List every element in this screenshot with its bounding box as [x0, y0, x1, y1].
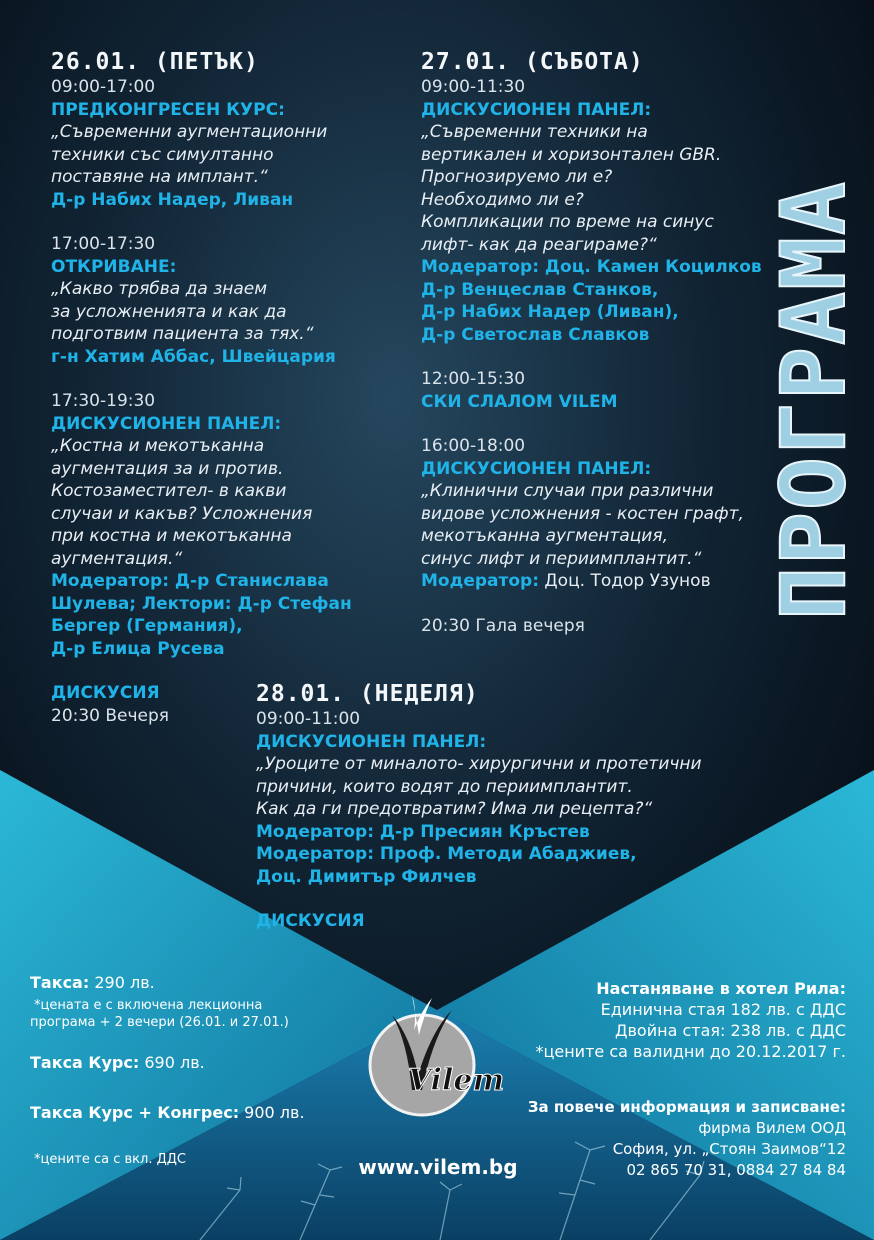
course-fee-value: 690 лв.: [139, 1053, 205, 1072]
day2-s1-line: лифт- как да реагираме?“: [421, 234, 657, 255]
day1-discussion: ДИСКУСИЯ: [51, 683, 160, 703]
day2-s1-speakers: Модератор: Доц. Камен Коцилков: [421, 257, 762, 277]
hotel-heading: Настаняване в хотел Рила:: [596, 979, 846, 998]
day2-s3-line: мекотъканна аугментация,: [421, 526, 668, 546]
day1-s2-speaker: г-н Хатим Аббас, Швейцария: [51, 346, 336, 367]
hotel-double-room: Двойна стая: 238 лв. с ДДС: [615, 1021, 846, 1040]
day2-gala-dinner: 20:30 Гала вечеря: [421, 615, 585, 636]
day3-discussion: ДИСКУСИЯ: [256, 911, 365, 931]
vilem-logo: [362, 990, 522, 1120]
fee-note: програма + 2 вечери (26.01. и 27.01.): [30, 1015, 289, 1030]
day3-s1-line: Как да ги предотвратим? Има ли рецепта?“: [256, 799, 653, 819]
day2-s1-time: 09:00-11:30: [421, 77, 526, 97]
vat-note: *цените са с вкл. ДДС: [34, 1152, 187, 1167]
combo-fee-label: Такса Курс + Конгрес:: [30, 1103, 240, 1122]
day2-s1-line: Необходимо ли е?: [421, 189, 584, 210]
day1-s3-line: случаи и какъв? Усложнения: [51, 503, 313, 524]
day2-s2-time: 12:00-15:30: [421, 369, 526, 389]
day1-s3-speakers: Бергер (Германия),: [51, 616, 243, 636]
contact-block: [500, 1097, 846, 1181]
day1-s3-line: аугментация за и против.: [51, 458, 284, 479]
day1-s3-speakers: Модератор: Д-р Станислава: [51, 571, 329, 591]
day1-s3-line: аугментация.“: [51, 548, 183, 569]
day2-s3-line: видове усложнения - костен графт,: [421, 503, 744, 524]
day1-s1-speaker: Д-р Набих Надер, Ливан: [51, 189, 294, 210]
day1-date: 26.01. (ПЕТЪК): [51, 49, 259, 75]
day1-s3-speakers: Д-р Елица Русева: [51, 638, 225, 659]
contact-company: фирма Вилем ООД: [698, 1119, 846, 1137]
day1-s3-line: Костозаместител- в какви: [51, 481, 287, 501]
combo-fee-value: 900 лв.: [239, 1103, 305, 1122]
day1-s3-speakers: Шулева; Лектори: Д-р Стефан: [51, 593, 352, 614]
day1-s1-line: „Съвременни аугментационни: [51, 122, 328, 142]
fee-value: 290 лв.: [89, 973, 155, 992]
hotel-valid-note: *цените са валидни до 20.12.2017 г.: [535, 1042, 846, 1061]
day1-column: [51, 48, 381, 727]
hotel-block: [500, 978, 846, 1062]
day2-s3-line: синус лифт и периимплантит.“: [421, 548, 702, 569]
day2-s1-line: Прогнозируемо ли е?: [421, 167, 613, 187]
day1-s1-line: техники със симултанно: [51, 144, 274, 165]
day1-s3-time: 17:30-19:30: [51, 391, 156, 411]
day2-s1-line: „Съвременни техники на: [421, 122, 648, 142]
day3-column: [256, 680, 776, 933]
day2-column: [421, 48, 791, 637]
day3-s1-heading: ДИСКУСИОНЕН ПАНЕЛ:: [256, 731, 487, 752]
day2-date: 27.01. (СЪБОТА): [421, 49, 644, 75]
day2-s1-line: Компликации по време на синус: [421, 212, 714, 232]
day1-s2-time: 17:00-17:30: [51, 234, 156, 254]
day1-s1-time: 09:00-17:00: [51, 77, 156, 97]
day2-s3-moderator: [421, 570, 791, 593]
day2-s1-heading: ДИСКУСИОНЕН ПАНЕЛ:: [421, 99, 652, 120]
day3-s1-speakers: Модератор: Проф. Методи Абаджиев,: [256, 844, 637, 864]
svg-text:Vilem: Vilem: [407, 1063, 505, 1098]
course-fee-label: Такса Курс:: [30, 1053, 140, 1072]
day3-s1-line: причини, които водят до периимплантит.: [256, 776, 633, 797]
contact-phones: 02 865 70 31, 0884 27 84 84: [626, 1161, 846, 1179]
day3-s1-time: 09:00-11:00: [256, 709, 361, 729]
day2-s3-heading: ДИСКУСИОНЕН ПАНЕЛ:: [421, 458, 652, 479]
fee-label: Такса:: [30, 973, 90, 992]
moderator-name: Доц. Тодор Узунов: [539, 571, 711, 591]
fee-note: *цената е с включена лекционна: [34, 998, 263, 1013]
day1-s1-line: поставяне на имплант.“: [51, 167, 268, 187]
day1-s2-line: подготвим пациента за тях.“: [51, 324, 314, 344]
day2-s2-heading: СКИ СЛАЛОМ VILEM: [421, 391, 618, 412]
day2-s1-speakers: Д-р Венцеслав Станков,: [421, 279, 659, 300]
day2-s3-time: 16:00-18:00: [421, 436, 526, 456]
website-link[interactable]: www.vilem.bg: [358, 1155, 518, 1179]
day2-s1-line: вертикален и хоризонтален GBR.: [421, 144, 722, 165]
day1-s2-line: за усложненията и как да: [51, 301, 287, 322]
day1-s3-heading: ДИСКУСИОНЕН ПАНЕЛ:: [51, 413, 282, 434]
contact-address: София, ул. „Стоян Заимов“12: [612, 1140, 846, 1158]
day1-s3-line: при костна и мекотъканна: [51, 526, 292, 546]
moderator-label: Модератор:: [421, 571, 539, 591]
day2-s1-speakers: Д-р Набих Надер (Ливан),: [421, 302, 679, 322]
day3-date: 28.01. (НЕДЕЛЯ): [256, 681, 479, 707]
program-title: [762, 40, 865, 760]
hotel-single-room: Единична стая 182 лв. с ДДС: [600, 1000, 846, 1019]
day2-s3-line: „Клинични случаи при различни: [421, 481, 714, 501]
day2-s1-speakers: Д-р Светослав Славков: [421, 324, 650, 345]
day3-s1-line: „Уроците от миналото- хирургични и протетични: [256, 754, 702, 774]
svg-text:ПРОГРАМА: ПРОГРАМА: [762, 180, 865, 620]
day1-dinner: 20:30 Вечеря: [51, 705, 170, 726]
day1-s2-heading: ОТКРИВАНЕ:: [51, 256, 177, 277]
day1-s2-line: „Какво трябва да знаем: [51, 279, 268, 299]
fees-block: [30, 972, 350, 1168]
day3-s1-speakers: Доц. Димитър Филчев: [256, 866, 477, 887]
contact-heading: За повече информация и записване:: [527, 1098, 846, 1116]
day1-s1-heading: ПРЕДКОНГРЕСЕН КУРС:: [51, 99, 285, 120]
day1-s3-line: „Костна и мекотъканна: [51, 436, 265, 456]
day3-s1-speakers: Модератор: Д-р Пресиян Кръстев: [256, 821, 590, 842]
